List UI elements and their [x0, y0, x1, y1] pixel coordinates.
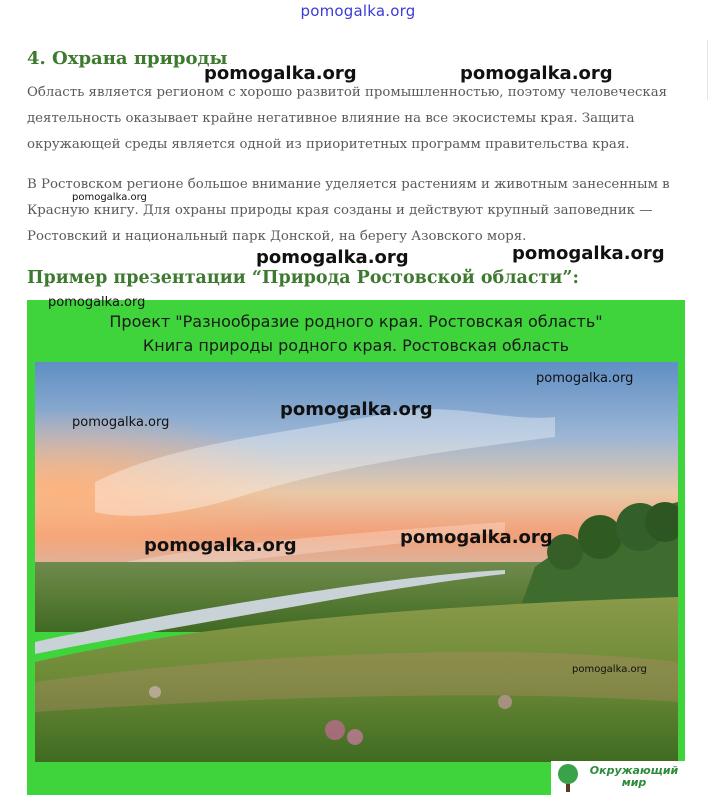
page-edge-divider: [707, 40, 716, 100]
watermark: pomogalka.org: [48, 295, 146, 310]
site-logo[interactable]: pomogalka.org: [300, 2, 416, 20]
watermark: pomogalka.org: [536, 371, 634, 386]
slide-title-line1: Проект "Разнообразие родного края. Ростовская область": [109, 312, 603, 331]
watermark: pomogalka.org: [460, 63, 613, 84]
watermark: pomogalka.org: [400, 527, 553, 548]
slide-title-line2: Книга природы родного края. Ростовская область: [142, 336, 570, 355]
watermark: pomogalka.org: [256, 247, 409, 268]
paragraph-red-book: В Ростовском регионе большое внимание уделяется растениям и животным занесенным в Красную книгу. Для охраны природы края созданы и действуют крупный заповедник — Ростовский и национальный парк Донской, на берегу Азовского моря.: [27, 177, 670, 244]
paragraph-industry: Область является регионом с хорошо развитой промышленностью, поэтому человеческая деятельность оказывает крайне негативное влияние на все экосистемы края. Защита окружающей среды является одной из приоритетных программ правительства края.: [27, 85, 668, 152]
badge-line2: мир: [621, 776, 647, 789]
watermark: pomogalka.org: [72, 415, 170, 430]
section-heading: 4. Охрана природы: [27, 48, 228, 69]
watermark: pomogalka.org: [72, 192, 147, 203]
watermark: pomogalka.org: [144, 535, 297, 556]
watermark: pomogalka.org: [280, 399, 433, 420]
tree-icon: [554, 763, 582, 793]
presentation-example-heading: Пример презентации “Природа Ростовской области”:: [27, 268, 579, 288]
okruzhayushchiy-mir-logo: [551, 761, 685, 795]
watermark: pomogalka.org: [204, 63, 357, 84]
watermark: pomogalka.org: [572, 664, 647, 675]
watermark: pomogalka.org: [512, 243, 665, 264]
badge-line1: Окружающий: [589, 764, 679, 777]
